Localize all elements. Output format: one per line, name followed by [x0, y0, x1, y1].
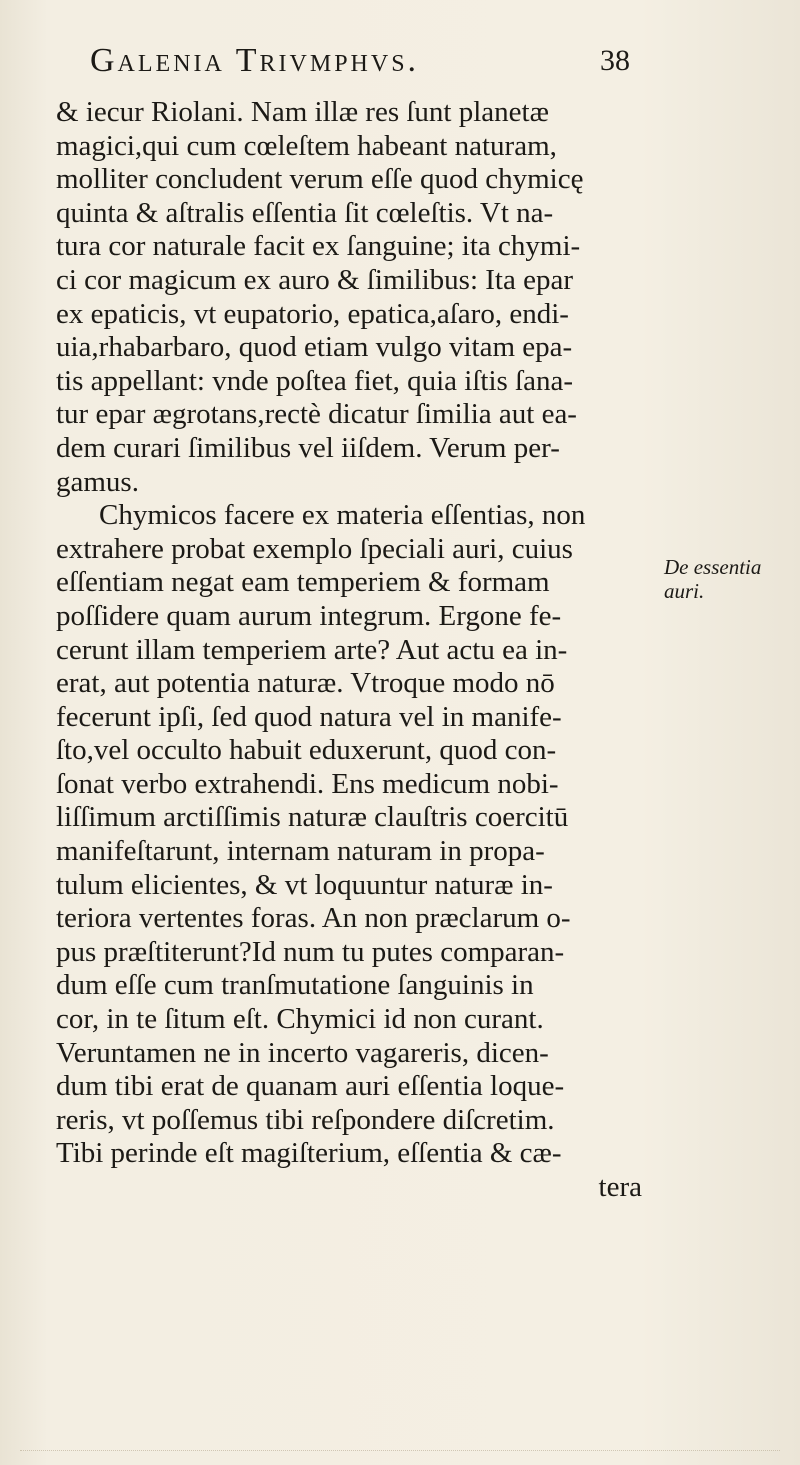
text-line: tur epar ægrotans,rectè dicatur ſimilia aut ea-	[56, 398, 577, 431]
text-line: dum tibi erat de quanam auri eſſentia loque-	[56, 1070, 565, 1103]
text-line: magici,qui cum cœleſtem habeant naturam,	[56, 129, 557, 162]
running-head	[90, 42, 630, 86]
text-line: teriora vertentes foras. An non præclarum o-	[56, 902, 571, 935]
text-line: gamus.	[56, 465, 139, 498]
text-line: ci cor magicum ex auro & ſimilibus: Ita epar	[56, 263, 574, 296]
catchword: tera	[598, 1171, 642, 1203]
marginal-note-line: De essentia	[664, 555, 762, 579]
text-line: tura cor naturale facit ex ſanguine; ita chymi-	[56, 230, 581, 263]
text-line: eſſentiam negat eam temperiem & formam	[56, 566, 550, 599]
text-line: manifeſtarunt, internam naturam in propa-	[56, 835, 545, 868]
text-line: uia,rhabarbaro, quod etiam vulgo vitam epa-	[56, 331, 573, 364]
text-line: erat, aut potentia naturæ. Vtroque modo nō	[56, 667, 555, 700]
text-line: ex epaticis, vt eupatorio, epatica,aſaro, endi-	[56, 297, 569, 330]
text-line: dum eſſe cum tranſmutatione ſanguinis in	[56, 969, 534, 1002]
running-title: Galenia Trivmphvs.	[90, 42, 420, 79]
text-line: Tibi perinde eſt magiſterium, eſſentia & cæ-	[56, 1137, 562, 1170]
page-number: 38	[600, 44, 630, 77]
text-line: extrahere probat exemplo ſpeciali auri, cuius	[56, 532, 573, 565]
text-line: cor, in te ſitum eſt. Chymici id non curant.	[56, 1003, 544, 1036]
marginal-note	[664, 555, 800, 603]
marginal-note-line: auri.	[664, 579, 705, 603]
paragraph-start-line: Chymicos facere ex materia eſſentias, non	[99, 499, 586, 532]
text-line: tulum elicientes, & vt loquuntur naturæ in-	[56, 868, 553, 901]
text-line: poſſidere quam aurum integrum. Ergone fe-	[56, 599, 562, 632]
text-line: quinta & aſtralis eſſentia ſit cœleſtis. Vt na-	[56, 196, 554, 229]
text-line: & iecur Riolani. Nam illæ res ſunt planetæ	[56, 96, 549, 128]
body-text	[56, 96, 656, 1205]
text-line: ſto,vel occulto habuit eduxerunt, quod con-	[56, 734, 557, 767]
text-line: Veruntamen ne in incerto vagareris, dicen-	[56, 1036, 549, 1069]
text-line: pus præſtiterunt?Id num tu putes comparan-	[56, 935, 565, 968]
text-line: cerunt illam temperiem arte? Aut actu ea in-	[56, 633, 568, 666]
text-line: reris, vt poſſemus tibi reſpondere diſcretim.	[56, 1103, 555, 1136]
text-line: liſſimum arctiſſimis naturæ clauſtris coercitū	[56, 801, 569, 834]
text-line: ſonat verbo extrahendi. Ens medicum nobi-	[56, 767, 559, 800]
page-edge-wear	[20, 1380, 780, 1451]
text-line: molliter concludent verum eſſe quod chymicę	[56, 163, 584, 196]
text-line: tis appellant: vnde poſtea fiet, quia iſtis ſana-	[56, 364, 574, 397]
text-line: fecerunt ipſi, ſed quod natura vel in manife-	[56, 700, 562, 733]
text-line: dem curari ſimilibus vel iiſdem. Verum per-	[56, 431, 560, 464]
